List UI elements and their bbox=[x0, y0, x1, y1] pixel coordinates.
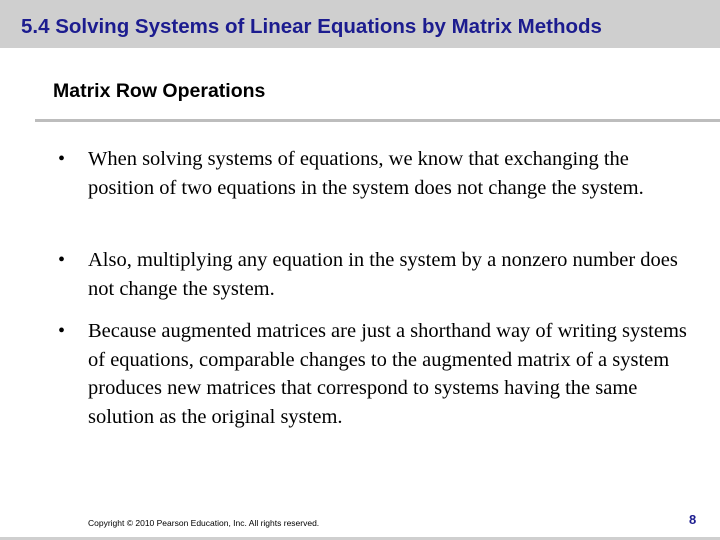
bullet-icon: • bbox=[58, 249, 66, 271]
slide-title: 5.4 Solving Systems of Linear Equations by Matrix Methods bbox=[21, 15, 602, 38]
page-number: 8 bbox=[689, 512, 697, 527]
bullet-icon: • bbox=[58, 148, 66, 170]
bullet-icon: • bbox=[58, 320, 66, 342]
section-heading: Matrix Row Operations bbox=[53, 80, 266, 102]
bullet-text: When solving systems of equations, we know that exchanging the position of two equations in the system does not change the system. bbox=[88, 148, 644, 199]
bullet-text: Because augmented matrices are just a shorthand way of writing systems of equations, comparable changes to the augmented matrix of a system produces new matrices that correspond to systems having the same solution as the original system. bbox=[88, 320, 687, 428]
copyright-notice: Copyright © 2010 Pearson Education, Inc. All rights reserved. bbox=[88, 518, 320, 528]
bullet-text: Also, multiplying any equation in the system by a nonzero number does not change the system. bbox=[88, 249, 678, 300]
